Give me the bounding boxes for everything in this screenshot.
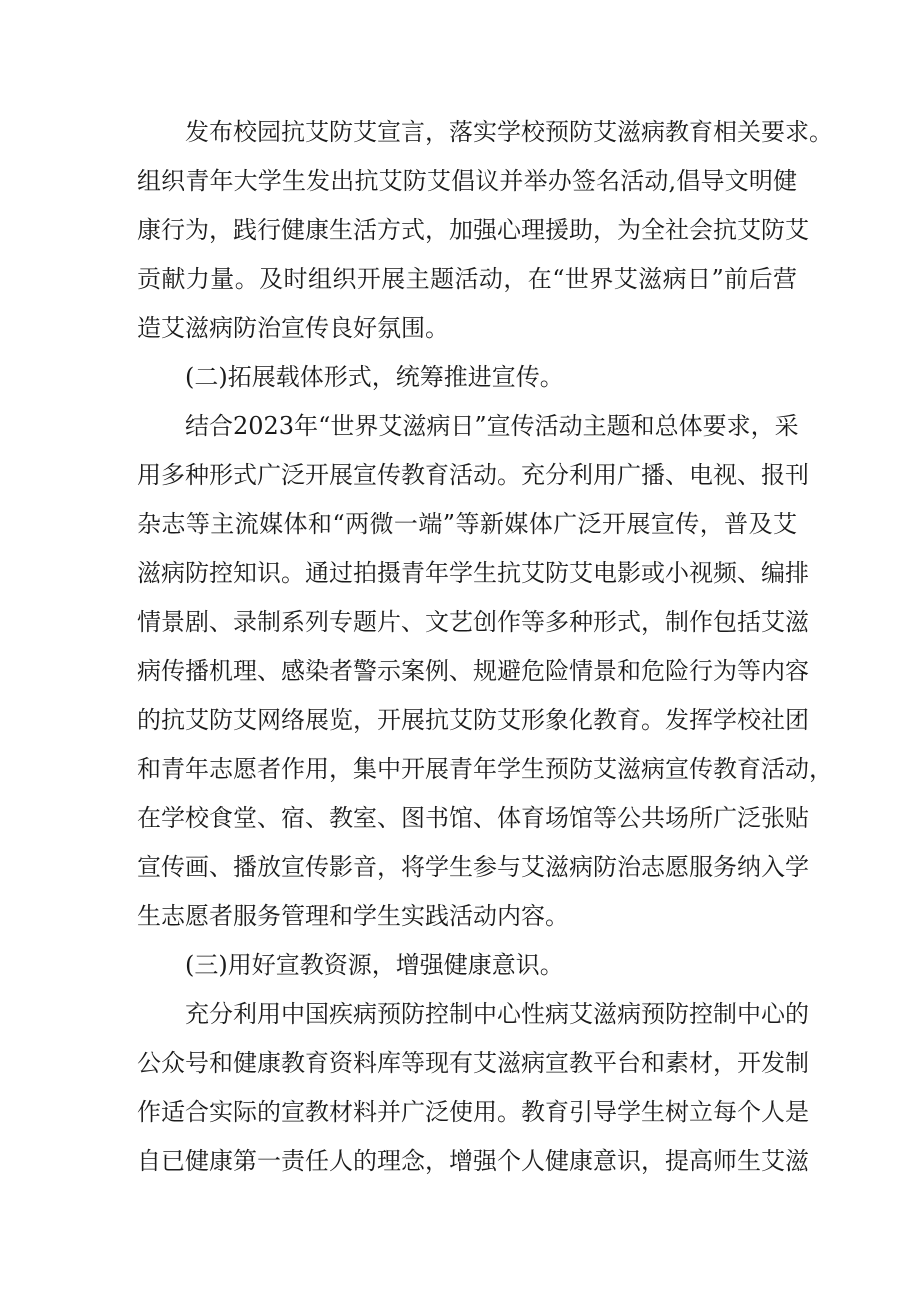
text-line: 的抗艾防艾网络展览，开展抗艾防艾形象化教育。发挥学校社团: [137, 706, 809, 734]
text-line: 生志愿者服务管理和学生实践活动内容。: [137, 902, 569, 930]
text-line: 用多种形式广泛开展宣传教育活动。充分利用广播、电视、报刊: [137, 461, 809, 489]
text-line: 在学校食堂、宿、教室、图书馆、体育场馆等公共场所广泛张贴: [137, 804, 809, 832]
section-heading: [137, 941, 797, 990]
text-line: 公众号和健康教育资料库等现有艾滋病宣教平台和素材，开发制: [137, 1049, 809, 1077]
text-line: 滋病防控知识。通过拍摄青年学生抗艾防艾电影或小视频、编排: [137, 559, 809, 587]
section-heading: [137, 353, 797, 402]
paragraph: [137, 990, 809, 1186]
text-line: 结合2023年“世界艾滋病日”宣传活动主题和总体要求，采: [185, 412, 799, 440]
text-line: 作适合实际的宣教材料并广泛使用。教育引导学生树立每个人是: [137, 1098, 809, 1126]
text-line: 发布校园抗艾防艾宣言，落实学校预防艾滋病教育相关要求。: [185, 118, 833, 146]
heading-line: (三)用好宣教资源，增强健康意识。: [185, 951, 564, 979]
text-line: 宣传画、播放宣传影音，将学生参与艾滋病防治志愿服务纳入学: [137, 853, 809, 881]
paragraph: [137, 108, 833, 353]
text-line: 造艾滋病防治宣传良好氛围。: [137, 314, 449, 342]
text-line: 情景剧、录制系列专题片、文艺创作等多种形式，制作包括艾滋: [137, 608, 809, 636]
text-line: 康行为，践行健康生活方式，加强心理援助，为全社会抗艾防艾: [137, 216, 809, 244]
paragraph: [137, 402, 833, 941]
document-body: [137, 108, 833, 1186]
heading-line: (二)拓展载体形式，统筹推进宣传。: [185, 363, 564, 391]
text-line: 自已健康第一责任人的理念，增强个人健康意识，提高师生艾滋: [137, 1147, 809, 1175]
text-line: 贡献力量。及时组织开展主题活动，在“世界艾滋病日”前后营: [137, 265, 797, 293]
text-line: 病传播机理、感染者警示案例、规避危险情景和危险行为等内容: [137, 657, 809, 685]
text-line: 充分利用中国疾病预防控制中心性病艾滋病预防控制中心的: [185, 1000, 809, 1028]
text-line: 杂志等主流媒体和“两微一端”等新媒体广泛开展宣传，普及艾: [137, 510, 797, 538]
text-line: 组织青年大学生发出抗艾防艾倡议并举办签名活动,倡导文明健: [137, 167, 797, 195]
text-line: 和青年志愿者作用，集中开展青年学生预防艾滋病宣传教育活动，: [137, 755, 833, 783]
